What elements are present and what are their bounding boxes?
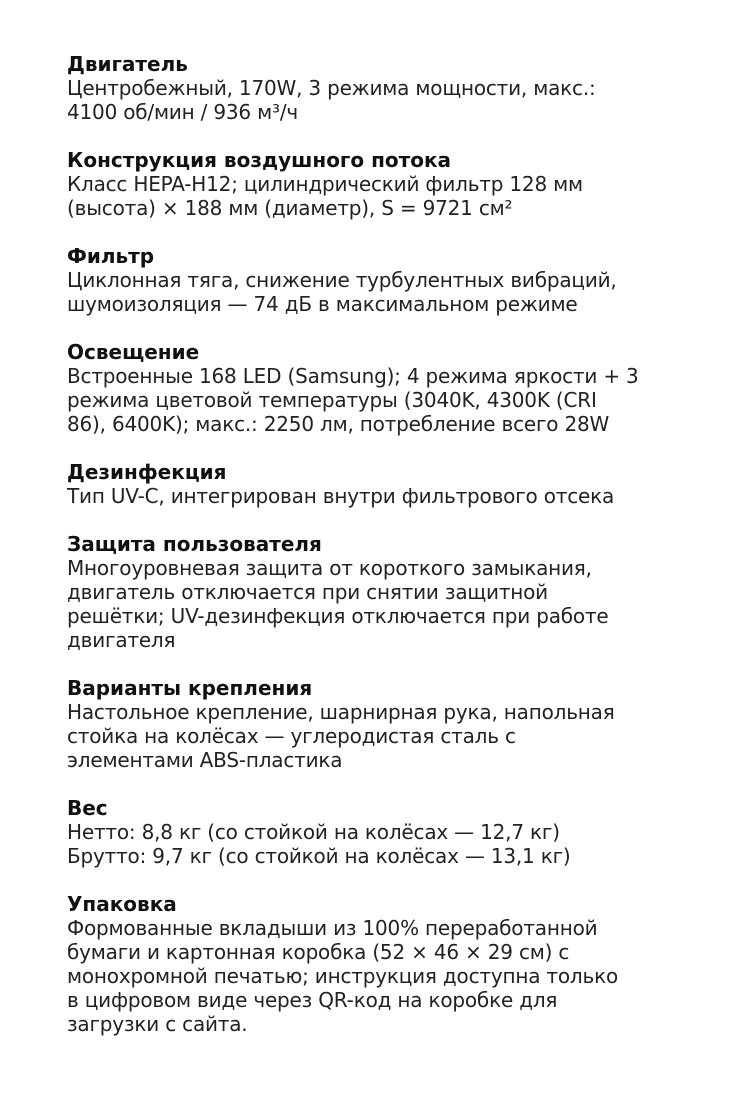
spec-line: в цифровом виде через QR-код на коробке для — [67, 988, 558, 1012]
spec-section-user-protection — [67, 532, 727, 652]
spec-line: монохромной печатью; инструкция доступна только — [67, 964, 619, 988]
spec-line: Брутто: 9,7 кг (со стойкой на колёсах — 13,1 кг) — [67, 844, 571, 868]
spec-line: двигатель отключается при снятии защитной — [67, 580, 548, 604]
spec-line: Настольное крепление, шарнирная рука, напольная — [67, 700, 615, 724]
spec-line: (высота) × 188 мм (диаметр), S = 9721 см² — [67, 196, 513, 220]
spec-body — [67, 484, 727, 508]
spec-section-packaging — [67, 892, 727, 1036]
spec-body — [67, 76, 727, 124]
spec-line: двигателя — [67, 628, 176, 652]
spec-section-filter — [67, 244, 727, 316]
spec-body — [67, 700, 727, 772]
spec-line: бумаги и картонная коробка (52 × 46 × 29 см) с — [67, 940, 570, 964]
spec-title: Упаковка — [67, 892, 177, 916]
spec-line: Многоуровневая защита от короткого замыкания, — [67, 556, 592, 580]
spec-section-weight — [67, 796, 727, 868]
spec-title: Освещение — [67, 340, 200, 364]
spec-section-motor — [67, 52, 727, 124]
spec-line: 4100 об/мин / 936 м³/ч — [67, 100, 298, 124]
spec-body — [67, 172, 727, 220]
spec-title: Варианты крепления — [67, 676, 313, 700]
spec-title: Защита пользователя — [67, 532, 322, 556]
spec-section-airflow — [67, 148, 727, 220]
spec-line: Циклонная тяга, снижение турбулентных вибраций, — [67, 268, 617, 292]
spec-section-mounting — [67, 676, 727, 772]
spec-section-lighting — [67, 340, 727, 436]
spec-title: Дезинфекция — [67, 460, 227, 484]
spec-section-disinfection — [67, 460, 727, 508]
spec-line: режима цветовой температуры (3040K, 4300K (CRI — [67, 388, 597, 412]
spec-title: Вес — [67, 796, 108, 820]
spec-list — [67, 52, 727, 1060]
spec-body — [67, 268, 727, 316]
spec-line: Центробежный, 170W, 3 режима мощности, макс.: — [67, 76, 596, 100]
spec-body — [67, 820, 727, 868]
spec-line: 86), 6400K); макс.: 2250 лм, потребление всего 28W — [67, 412, 610, 436]
spec-body — [67, 364, 727, 436]
spec-body — [67, 916, 727, 1036]
spec-title: Конструкция воздушного потока — [67, 148, 452, 172]
spec-body — [67, 556, 727, 652]
spec-line: загрузки с сайта. — [67, 1012, 248, 1036]
spec-line: Класс HEPA-H12; цилиндрический фильтр 128 мм — [67, 172, 583, 196]
spec-line: Формованные вкладыши из 100% переработанной — [67, 916, 598, 940]
spec-title: Фильтр — [67, 244, 155, 268]
spec-line: шумоизоляция — 74 дБ в максимальном режиме — [67, 292, 578, 316]
spec-line: решётки; UV-дезинфекция отключается при работе — [67, 604, 609, 628]
spec-line: Нетто: 8,8 кг (со стойкой на колёсах — 12,7 кг) — [67, 820, 560, 844]
spec-line: стойка на колёсах — углеродистая сталь с — [67, 724, 516, 748]
spec-line: Встроенные 168 LED (Samsung); 4 режима яркости + 3 — [67, 364, 639, 388]
spec-line: элементами ABS-пластика — [67, 748, 343, 772]
spec-line: Тип UV-C, интегрирован внутри фильтрового отсека — [67, 484, 615, 508]
spec-title: Двигатель — [67, 52, 188, 76]
